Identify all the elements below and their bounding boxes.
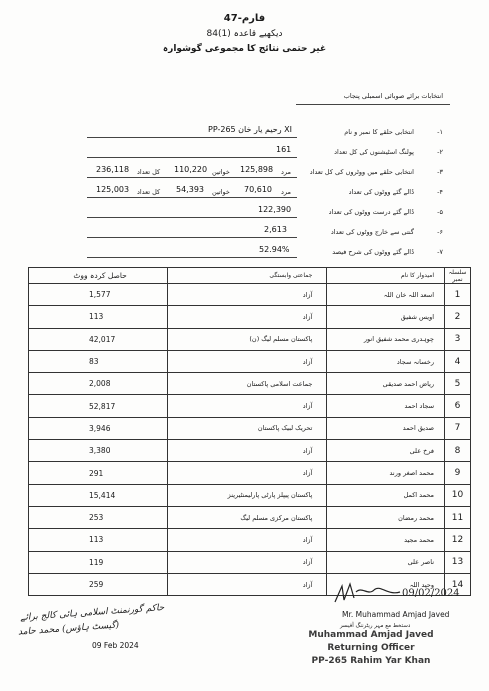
registered-male-value: 125,898	[240, 165, 274, 174]
table-row	[29, 395, 471, 417]
row-party: آزاد	[167, 395, 327, 417]
row-votes: 113	[29, 529, 168, 551]
table-row	[29, 417, 471, 439]
table-row	[29, 506, 471, 528]
stamp-line-3: PP-265 Rahim Yar Khan	[311, 656, 431, 666]
summary-underline-5	[87, 217, 297, 218]
summary-value-valid-votes: 122,390	[258, 205, 292, 214]
summary-idx-2: ۲-	[437, 148, 443, 156]
header-votes: حاصل کردہ ووٹ	[29, 268, 168, 284]
summary-label-polling-stations: پولنگ اسٹیشنوں کی کل تعداد	[334, 148, 414, 156]
registered-male-label: مرد	[281, 168, 291, 176]
summary-underline-2	[87, 157, 297, 158]
cast-total-label: کل تعداد	[137, 188, 161, 196]
row-candidate-name: محمد رمضان	[327, 506, 445, 528]
election-underline	[296, 104, 450, 105]
table-row	[29, 462, 471, 484]
row-serial: 2	[445, 306, 471, 328]
row-votes: 15,414	[29, 484, 168, 506]
row-serial: 1	[445, 284, 471, 306]
row-candidate-name: محمد اصغر ورند	[327, 462, 445, 484]
row-party: پاکستان پیپلز پارٹی پارلیمنٹیرینز	[167, 484, 327, 506]
row-candidate-name: سجاد احمد	[327, 395, 445, 417]
row-candidate-name: صدیق احمد	[327, 417, 445, 439]
row-votes: 42,017	[29, 328, 168, 350]
row-votes: 113	[29, 306, 168, 328]
table-row	[29, 328, 471, 350]
summary-label-valid-votes: ڈالے گئے درست ووٹوں کی تعداد	[328, 208, 414, 216]
row-candidate-name: رخسانہ سجاد	[327, 350, 445, 372]
table-row	[29, 529, 471, 551]
row-party: پاکستان مسلم لیگ (ن)	[167, 328, 327, 350]
row-candidate-name: محمد مجید	[327, 529, 445, 551]
summary-value-turnout: 52.94%	[259, 245, 290, 254]
table-row	[29, 306, 471, 328]
summary-label-constituency: انتخابی حلقے کا نمبر و نام	[344, 128, 414, 136]
ro-signature-date: 09/02/2024	[402, 588, 460, 599]
row-party: آزاد	[167, 284, 327, 306]
row-party: آزاد	[167, 573, 327, 595]
row-votes: 52,817	[29, 395, 168, 417]
results-header-row	[29, 268, 471, 284]
summary-underline-6	[87, 237, 297, 238]
ro-name-line: Mr. Muhammad Amjad Javed	[342, 610, 450, 619]
row-party: آزاد	[167, 350, 327, 372]
row-serial: 7	[445, 417, 471, 439]
summary-idx-5: ۵-	[437, 208, 443, 216]
row-votes: 2,008	[29, 373, 168, 395]
cast-female-label: خواتین	[212, 188, 230, 196]
table-row	[29, 284, 471, 306]
results-body	[29, 284, 471, 596]
summary-underline-7	[87, 257, 297, 258]
stamp-line-1: Muhammad Amjad Javed	[308, 630, 434, 640]
row-serial: 11	[445, 506, 471, 528]
summary-value-constituency: PP-265 رحیم یار خان XI	[208, 125, 292, 134]
row-party: آزاد	[167, 462, 327, 484]
row-candidate-name: چوہدری محمد شفیق انور	[327, 328, 445, 350]
row-candidate-name: فرخ علی	[327, 440, 445, 462]
summary-underline-3	[87, 177, 297, 178]
summary-label-rejected-votes: گنتی سے خارج ووٹوں کی تعداد	[330, 228, 414, 236]
header-candidate-name: امیدوار کا نام	[327, 268, 445, 284]
row-votes: 259	[29, 573, 168, 595]
row-party: آزاد	[167, 306, 327, 328]
table-row	[29, 440, 471, 462]
row-votes: 3,946	[29, 417, 168, 439]
summary-label-registered-voters: انتخابی حلقے میں ووٹروں کی کل تعداد	[309, 168, 414, 176]
cast-female-value: 54,393	[176, 185, 204, 194]
summary-idx-6: ۶-	[437, 228, 443, 236]
header-serial: سلسلہ نمبر	[445, 268, 471, 284]
summary-underline-1	[87, 137, 297, 138]
row-serial: 6	[445, 395, 471, 417]
row-candidate-name: اویس شفیق	[327, 306, 445, 328]
header-party: جماعتی وابستگی	[167, 268, 327, 284]
summary-idx-3: ۳-	[437, 168, 443, 176]
summary-label-votes-cast: ڈالے گئے ووٹوں کی تعداد	[348, 188, 414, 196]
table-row	[29, 373, 471, 395]
row-candidate-name: ناصر علی	[327, 551, 445, 573]
summary-idx-1: ۱-	[437, 128, 443, 136]
row-votes: 3,380	[29, 440, 168, 462]
row-serial: 12	[445, 529, 471, 551]
document-title: غیر حتمی نتائج کا مجموعی گوشوارہ	[162, 44, 327, 54]
row-party: جماعت اسلامی پاکستان	[167, 373, 327, 395]
row-votes: 1,577	[29, 284, 168, 306]
row-serial: 10	[445, 484, 471, 506]
left-signature-date: 09 Feb 2024	[92, 641, 139, 650]
cast-male-value: 70,610	[244, 185, 272, 194]
row-serial: 8	[445, 440, 471, 462]
row-serial: 4	[445, 350, 471, 372]
row-serial: 14	[445, 573, 471, 595]
row-votes: 83	[29, 350, 168, 372]
row-serial: 5	[445, 373, 471, 395]
row-party: آزاد	[167, 529, 327, 551]
cast-male-label: مرد	[281, 188, 291, 196]
row-votes: 253	[29, 506, 168, 528]
row-party: تحریک لبیک پاکستان	[167, 417, 327, 439]
registered-total-label: کل تعداد	[137, 168, 161, 176]
row-serial: 13	[445, 551, 471, 573]
table-row	[29, 551, 471, 573]
left-signature-line1: حاکم گورنمنٹ اسلامی ہائی کالج برائے	[19, 602, 165, 624]
row-votes: 291	[29, 462, 168, 484]
rule-reference: دیکھیے قاعدہ (1)84	[206, 29, 283, 39]
row-party: آزاد	[167, 440, 327, 462]
registered-female-label: خواتین	[212, 168, 230, 176]
row-serial: 9	[445, 462, 471, 484]
cast-total-value: 125,003	[96, 185, 130, 194]
row-candidate-name: اسعد اللہ خان اللہ	[327, 284, 445, 306]
left-signature-line2: (گیسٹ ہاؤس) محمد حامد	[17, 620, 120, 638]
row-votes: 119	[29, 551, 168, 573]
summary-value-rejected-votes: 2,613	[264, 225, 287, 234]
row-candidate-name: وحید اللہ	[327, 573, 445, 595]
row-party: پاکستان مرکزی مسلم لیگ	[167, 506, 327, 528]
form-title: فارم-47	[223, 13, 266, 24]
election-label: انتخابات برائے صوبائی اسمبلی پنجاب	[343, 92, 443, 100]
stamp-line-2: Returning Officer	[327, 643, 415, 653]
row-candidate-name: محمد اکمل	[327, 484, 445, 506]
summary-underline-4	[87, 197, 297, 198]
row-party: آزاد	[167, 551, 327, 573]
registered-total-value: 236,118	[96, 165, 130, 174]
row-serial: 3	[445, 328, 471, 350]
ro-caption: دستخط مع مہر ریٹرننگ آفیسر	[340, 623, 411, 629]
summary-value-polling-stations: 161	[276, 145, 292, 154]
table-row	[29, 484, 471, 506]
registered-female-value: 110,220	[174, 165, 208, 174]
summary-idx-7: ۷-	[437, 248, 443, 256]
summary-label-turnout: ڈالے گئے ووٹوں کی شرح فیصد	[332, 248, 414, 256]
summary-idx-4: ۴-	[437, 188, 443, 196]
row-candidate-name: ریاض احمد صدیقی	[327, 373, 445, 395]
results-table	[28, 267, 471, 596]
table-row	[29, 350, 471, 372]
